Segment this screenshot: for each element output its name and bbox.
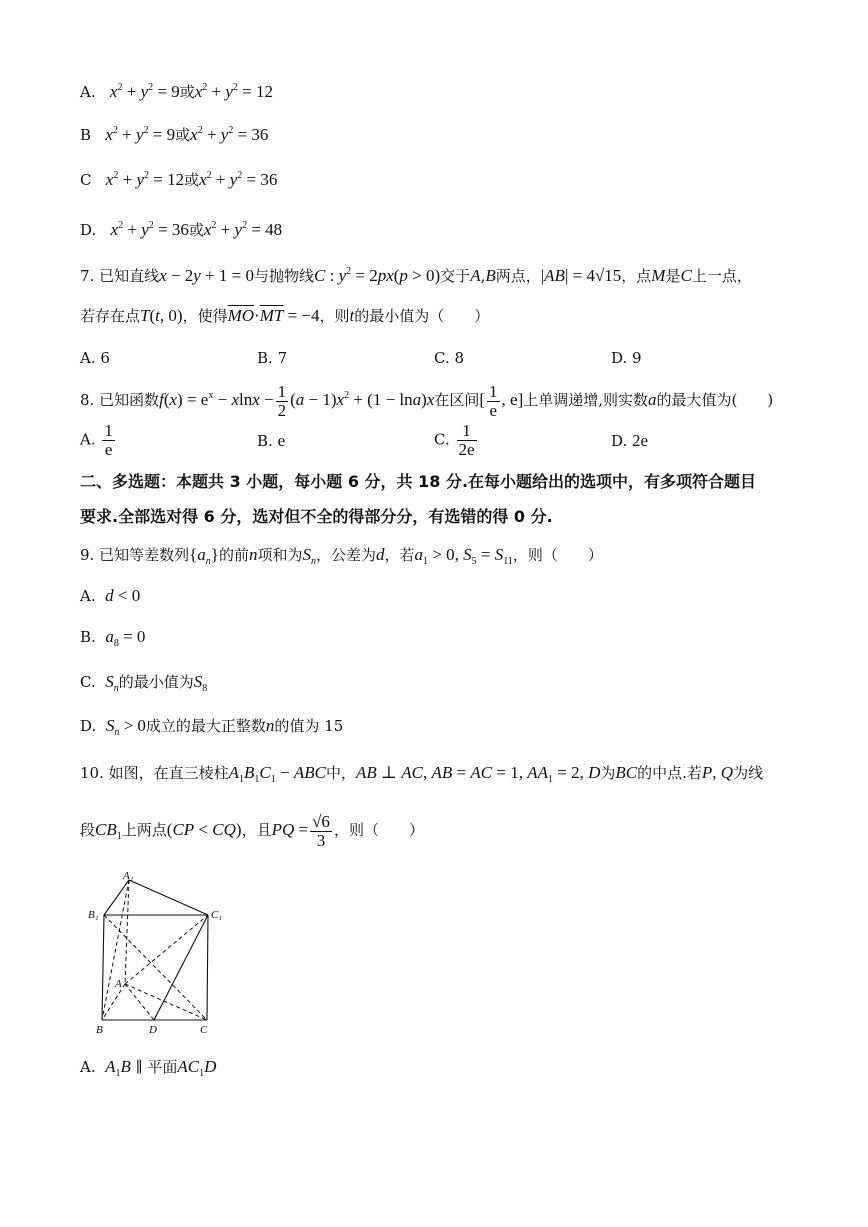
label-a: A (115, 978, 122, 990)
label-b: B (96, 1024, 103, 1036)
q10-option-a: A. $A_1B$ ∥ 平面$AC_1D$ (80, 1057, 217, 1079)
label-c: C (200, 1024, 208, 1036)
section2-heading-line1: 二、多选题：本题共 3 小题，每小题 6 分，共 18 分.在每小题给出的选项中，有多项符合题目 (80, 472, 757, 491)
q7-option-b: B. 7 (257, 349, 288, 367)
q10-stem-line1: 10. 如图，在直三棱柱$A_1B_1C_1$ − ABC中，AB ⊥ AC, AB = AC = 1, $AA_1 = 2$, D为BC的中点.若P, Q为线 (80, 763, 764, 785)
q8-option-b: B. e (257, 431, 286, 450)
label-a1: A₁ (123, 870, 134, 882)
q7-stem-line1: 7. 已知直线x − 2y + 1 = 0与抛物线C : $y^2 = 2px(p > 0)$交于A,B两点，|AB| = 4√15，点M是C上一点， (80, 266, 752, 285)
q7-option-d: D. 9 (611, 349, 642, 367)
q6-option-d: D. $x^2 + y^2 = 36$或$x^2 + y^2 = 48$ (80, 220, 283, 239)
q9-stem: 9. 已知等差数列$\{a_n\}$的前n项和为$S_n$，公差为d，若$a_1 > 0$, $S_5 = S_{11}$，则（ ） (80, 545, 603, 567)
q8-option-c: C. $\frac{1}{2e}$ (434, 421, 475, 459)
q7-option-c: C. 8 (434, 349, 465, 367)
q8-stem: 8. 已知函数$f(x) = e^x - xlnx$ − $\frac{1}{2}$ $(a - 1)x^2 + (1 - \ln a)x$在区间[ $\frac{1}{e}$ , e]上单调递增,则实数a的最大值为( ) (80, 381, 774, 420)
label-d: D (149, 1024, 157, 1036)
label-c1: C₁ (211, 909, 223, 921)
prism-figure (82, 870, 232, 1040)
q9-option-d: D. $S_n > 0$成立的最大正整数n的值为 15 (80, 716, 344, 738)
q9-option-b: B. $a_8 = 0$ (80, 627, 146, 649)
q7-option-a: A. 6 (80, 349, 110, 367)
q8-option-a: A. $\frac{1}{e}$ (80, 421, 113, 459)
q9-option-c: C. $S_n$的最小值为$S_8$ (80, 672, 208, 694)
q7-stem-line2: 若存在点T(t, 0)，使得$\overline{MO}\cdot\overline{MT} = -4$，则t的最小值为（ ） (80, 306, 490, 325)
q10-stem-line2: 段$CB_1$上两点(CP < CQ)，且PQ = $\frac{√6}{3}$ ，则（ ） (80, 811, 424, 850)
q8-option-d: D. 2e (611, 431, 649, 450)
q6-option-b: B $x^2 + y^2 = 9$或$x^2 + y^2 = 36$ (80, 125, 269, 144)
q6-option-c: C $x^2 + y^2 = 12$或$x^2 + y^2 = 36$ (80, 170, 278, 189)
section2-heading-line2: 要求.全部选对得 6 分，选对但不全的得部分分，有选错的得 0 分. (80, 507, 553, 526)
q6-option-a: A. $x^2 + y^2 = 9$或$x^2 + y^2 = 12$ (80, 82, 273, 101)
label-b1: B₁ (88, 909, 99, 921)
q9-option-a: A. d < 0 (80, 586, 141, 605)
